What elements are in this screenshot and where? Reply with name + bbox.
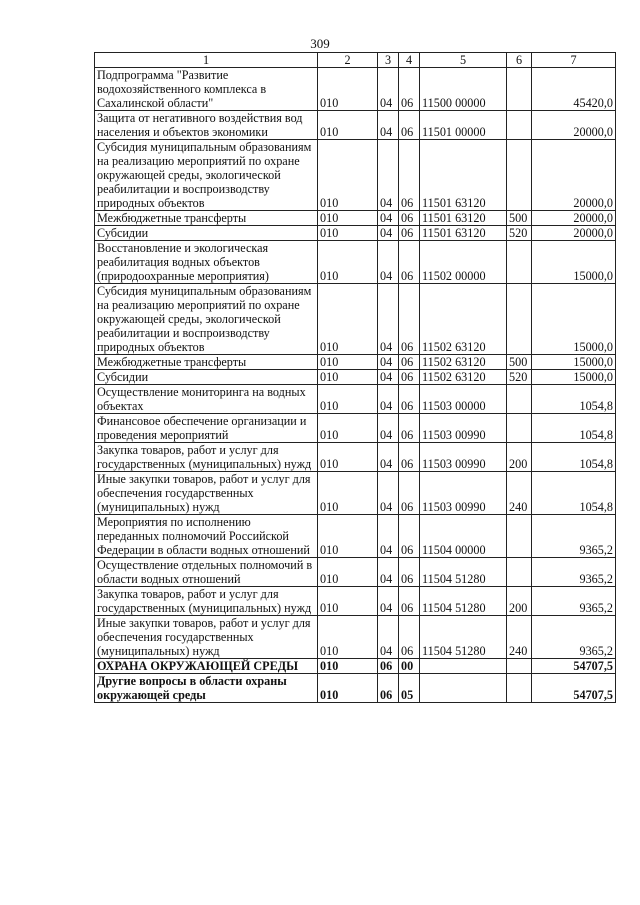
row-target-article: 11502 63120	[420, 284, 507, 355]
row-admin-code: 010	[318, 355, 378, 370]
row-expense-type: 200	[507, 587, 532, 616]
row-subsection: 06	[399, 140, 420, 211]
row-subsection: 00	[399, 659, 420, 674]
row-target-article: 11503 00000	[420, 385, 507, 414]
row-section: 04	[378, 515, 399, 558]
row-section: 06	[378, 659, 399, 674]
row-name: Восстановление и экологическая реабилитация водных объектов (природоохранные мероприятия)	[95, 241, 318, 284]
row-target-article: 11501 00000	[420, 111, 507, 140]
row-amount: 45420,0	[532, 68, 616, 111]
row-target-article: 11504 00000	[420, 515, 507, 558]
row-target-article: 11502 63120	[420, 370, 507, 385]
row-amount: 9365,2	[532, 558, 616, 587]
row-target-article: 11501 63120	[420, 140, 507, 211]
row-section: 04	[378, 226, 399, 241]
row-admin-code: 010	[318, 674, 378, 703]
row-subsection: 06	[399, 587, 420, 616]
row-expense-type: 500	[507, 355, 532, 370]
row-section: 04	[378, 211, 399, 226]
row-section: 06	[378, 674, 399, 703]
table-row	[95, 111, 616, 140]
row-subsection: 06	[399, 370, 420, 385]
row-subsection: 06	[399, 211, 420, 226]
row-subsection: 06	[399, 443, 420, 472]
row-section: 04	[378, 385, 399, 414]
row-name: ОХРАНА ОКРУЖАЮЩЕЙ СРЕДЫ	[95, 659, 318, 674]
row-amount: 20000,0	[532, 226, 616, 241]
row-amount: 9365,2	[532, 515, 616, 558]
row-section: 04	[378, 558, 399, 587]
column-header-row	[95, 53, 616, 68]
row-amount: 15000,0	[532, 284, 616, 355]
row-subsection: 05	[399, 674, 420, 703]
row-expense-type: 200	[507, 443, 532, 472]
row-target-article: 11501 63120	[420, 226, 507, 241]
table-row	[95, 587, 616, 616]
row-amount: 15000,0	[532, 370, 616, 385]
row-subsection: 06	[399, 355, 420, 370]
row-subsection: 06	[399, 226, 420, 241]
row-name: Финансовое обеспечение организации и проведения мероприятий	[95, 414, 318, 443]
table-row	[95, 385, 616, 414]
row-target-article: 11502 00000	[420, 241, 507, 284]
row-expense-type: 240	[507, 616, 532, 659]
row-target-article: 11500 00000	[420, 68, 507, 111]
row-expense-type: 520	[507, 370, 532, 385]
row-name: Другие вопросы в области охраны окружающей среды	[95, 674, 318, 703]
row-admin-code: 010	[318, 414, 378, 443]
budget-table	[94, 52, 616, 703]
row-name: Защита от негативного воздействия вод населения и объектов экономики	[95, 111, 318, 140]
table-row	[95, 659, 616, 674]
column-header: 7	[532, 53, 616, 68]
table-row	[95, 414, 616, 443]
row-subsection: 06	[399, 111, 420, 140]
row-name: Иные закупки товаров, работ и услуг для обеспечения государственных (муниципальных) нужд	[95, 616, 318, 659]
row-amount: 1054,8	[532, 385, 616, 414]
row-subsection: 06	[399, 284, 420, 355]
row-amount: 9365,2	[532, 587, 616, 616]
row-expense-type: 500	[507, 211, 532, 226]
row-name: Межбюджетные трансферты	[95, 211, 318, 226]
row-admin-code: 010	[318, 385, 378, 414]
row-name: Иные закупки товаров, работ и услуг для обеспечения государственных (муниципальных) нужд	[95, 472, 318, 515]
row-expense-type: 520	[507, 226, 532, 241]
table-row	[95, 674, 616, 703]
column-header: 4	[399, 53, 420, 68]
row-subsection: 06	[399, 68, 420, 111]
row-admin-code: 010	[318, 370, 378, 385]
row-subsection: 06	[399, 241, 420, 284]
table-row	[95, 211, 616, 226]
row-expense-type	[507, 140, 532, 211]
row-expense-type	[507, 385, 532, 414]
row-amount: 20000,0	[532, 111, 616, 140]
row-subsection: 06	[399, 385, 420, 414]
row-name: Субсидия муниципальным образованиям на реализацию мероприятий по охране окружающей среды, экологической реабилитации и воспроизводству природных объектов	[95, 140, 318, 211]
row-amount: 20000,0	[532, 211, 616, 226]
row-admin-code: 010	[318, 472, 378, 515]
row-target-article: 11503 00990	[420, 472, 507, 515]
page-number: 309	[310, 36, 330, 51]
row-section: 04	[378, 616, 399, 659]
row-expense-type: 240	[507, 472, 532, 515]
row-section: 04	[378, 68, 399, 111]
table-row	[95, 472, 616, 515]
row-admin-code: 010	[318, 68, 378, 111]
row-section: 04	[378, 587, 399, 616]
row-amount: 1054,8	[532, 443, 616, 472]
column-header: 2	[318, 53, 378, 68]
row-name: Субсидия муниципальным образованиям на реализацию мероприятий по охране окружающей среды, экологической реабилитации и воспроизводству природных объектов	[95, 284, 318, 355]
table-row	[95, 616, 616, 659]
row-expense-type	[507, 68, 532, 111]
row-name: Подпрограмма "Развитие водохозяйственного комплекса в Сахалинской области"	[95, 68, 318, 111]
row-name: Межбюджетные трансферты	[95, 355, 318, 370]
row-name: Осуществление отдельных полномочий в области водных отношений	[95, 558, 318, 587]
column-header: 5	[420, 53, 507, 68]
table-row	[95, 558, 616, 587]
table-row	[95, 241, 616, 284]
row-name: Субсидии	[95, 226, 318, 241]
row-section: 04	[378, 140, 399, 211]
table-row	[95, 68, 616, 111]
row-admin-code: 010	[318, 587, 378, 616]
row-target-article: 11501 63120	[420, 211, 507, 226]
row-name: Осуществление мониторинга на водных объектах	[95, 385, 318, 414]
row-amount: 15000,0	[532, 241, 616, 284]
row-expense-type	[507, 515, 532, 558]
row-expense-type	[507, 558, 532, 587]
row-target-article	[420, 674, 507, 703]
row-target-article	[420, 659, 507, 674]
row-admin-code: 010	[318, 443, 378, 472]
row-admin-code: 010	[318, 241, 378, 284]
row-target-article: 11504 51280	[420, 587, 507, 616]
row-admin-code: 010	[318, 226, 378, 241]
column-header: 6	[507, 53, 532, 68]
row-admin-code: 010	[318, 515, 378, 558]
row-amount: 54707,5	[532, 659, 616, 674]
row-expense-type	[507, 284, 532, 355]
row-amount: 1054,8	[532, 472, 616, 515]
row-amount: 9365,2	[532, 616, 616, 659]
table-row	[95, 355, 616, 370]
row-target-article: 11503 00990	[420, 414, 507, 443]
row-subsection: 06	[399, 414, 420, 443]
row-subsection: 06	[399, 616, 420, 659]
row-section: 04	[378, 370, 399, 385]
row-subsection: 06	[399, 472, 420, 515]
row-section: 04	[378, 472, 399, 515]
table-row	[95, 226, 616, 241]
row-expense-type	[507, 659, 532, 674]
row-expense-type	[507, 111, 532, 140]
row-name: Субсидии	[95, 370, 318, 385]
row-admin-code: 010	[318, 211, 378, 226]
row-section: 04	[378, 111, 399, 140]
row-subsection: 06	[399, 558, 420, 587]
row-amount: 15000,0	[532, 355, 616, 370]
row-admin-code: 010	[318, 284, 378, 355]
row-target-article: 11504 51280	[420, 558, 507, 587]
row-admin-code: 010	[318, 558, 378, 587]
table-row	[95, 284, 616, 355]
row-subsection: 06	[399, 515, 420, 558]
row-target-article: 11504 51280	[420, 616, 507, 659]
row-admin-code: 010	[318, 111, 378, 140]
row-name: Мероприятия по исполнению переданных полномочий Российской Федерации в области водных отношений	[95, 515, 318, 558]
row-expense-type	[507, 674, 532, 703]
row-section: 04	[378, 241, 399, 284]
row-amount: 1054,8	[532, 414, 616, 443]
row-admin-code: 010	[318, 140, 378, 211]
row-name: Закупка товаров, работ и услуг для государственных (муниципальных) нужд	[95, 443, 318, 472]
column-header: 1	[95, 53, 318, 68]
row-section: 04	[378, 414, 399, 443]
row-admin-code: 010	[318, 616, 378, 659]
row-amount: 20000,0	[532, 140, 616, 211]
row-section: 04	[378, 443, 399, 472]
row-expense-type	[507, 241, 532, 284]
table-row	[95, 515, 616, 558]
row-section: 04	[378, 284, 399, 355]
table-row	[95, 443, 616, 472]
row-amount: 54707,5	[532, 674, 616, 703]
row-name: Закупка товаров, работ и услуг для государственных (муниципальных) нужд	[95, 587, 318, 616]
row-target-article: 11503 00990	[420, 443, 507, 472]
table-row	[95, 370, 616, 385]
column-header: 3	[378, 53, 399, 68]
row-admin-code: 010	[318, 659, 378, 674]
table-row	[95, 140, 616, 211]
row-section: 04	[378, 355, 399, 370]
row-expense-type	[507, 414, 532, 443]
row-target-article: 11502 63120	[420, 355, 507, 370]
